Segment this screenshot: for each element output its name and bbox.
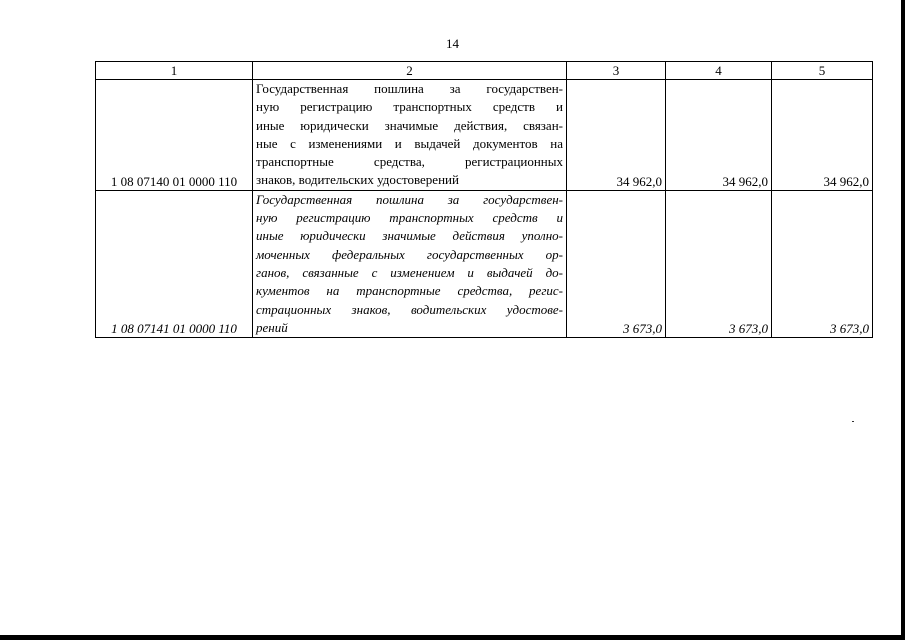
description-line: ные с изменениями и выдачей документов на	[256, 135, 563, 151]
description-line: Государственная пошлина за государствен-	[256, 191, 563, 207]
table-row	[96, 190, 873, 337]
description-line: Государственная пошлина за государствен-	[256, 81, 563, 96]
scan-border-bottom	[0, 635, 905, 640]
description-line: знаков, водительских удостоверений	[256, 172, 459, 188]
amount-cell-col5: 34 962,0	[772, 80, 873, 191]
description-line: ную регистрацию транспортных средств и	[256, 99, 563, 115]
amount-cell-col3: 3 673,0	[567, 190, 666, 337]
budget-table	[95, 61, 873, 338]
amount-cell-col5: 3 673,0	[772, 190, 873, 337]
column-header-4: 4	[666, 62, 772, 80]
description-line: моченных федеральных государственных ор-	[256, 246, 563, 262]
table-row	[96, 80, 873, 191]
description-line: иные юридически значимые действия, связан-	[256, 117, 563, 133]
page-number: 14	[446, 36, 459, 51]
column-header-2: 2	[253, 62, 567, 80]
scan-speck	[852, 421, 854, 422]
description-line: ную регистрацию транспортных средств и	[256, 210, 563, 226]
column-header-5: 5	[772, 62, 873, 80]
budget-code-cell: 1 08 07141 01 0000 110	[96, 190, 253, 337]
description-line: страционных знаков, водительских удостове-	[256, 301, 563, 317]
column-header-3: 3	[567, 62, 666, 80]
amount-cell-col4: 34 962,0	[666, 80, 772, 191]
budget-code-cell: 1 08 07140 01 0000 110	[96, 80, 253, 191]
column-header-1: 1	[96, 62, 253, 80]
amount-cell-col3: 34 962,0	[567, 80, 666, 191]
description-line: транспортные средства, регистрационных	[256, 154, 563, 170]
header-row	[96, 62, 873, 80]
scan-border-right	[901, 0, 905, 640]
amount-cell-col4: 3 673,0	[666, 190, 772, 337]
description-line: кументов на транспортные средства, регис-	[256, 283, 563, 299]
description-line: иные юридически значимые действия уполно-	[256, 228, 563, 244]
description-line: ганов, связанные с изменением и выдачей до-	[256, 264, 563, 280]
description-cell	[253, 80, 567, 191]
description-cell	[253, 190, 567, 337]
description-line: рений	[256, 319, 288, 335]
